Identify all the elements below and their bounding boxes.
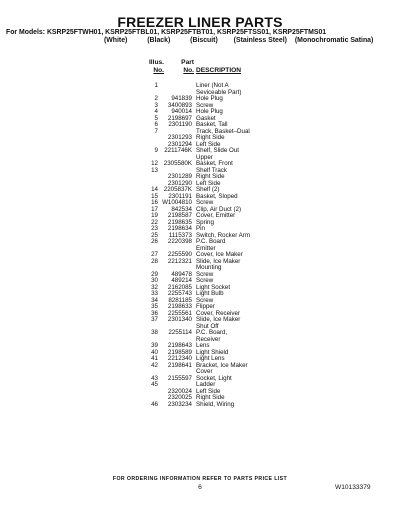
- row-illus-no: 26: [151, 238, 158, 245]
- header-part-label: Part: [181, 59, 194, 66]
- row-illus-no: 40: [151, 348, 158, 356]
- row-illus-no: 9: [154, 147, 158, 154]
- variant-biscuit: (Biscuit): [190, 37, 218, 44]
- models-line: For Models: KSRP25FTWH01, KSRP25FTBL01, KSRP25FTBT01, KSRP25FTSS01, KSRP25FTMS01: [6, 29, 327, 36]
- row-description: Bracket, Ice Maker: [196, 361, 248, 369]
- variant-satina: (Monochromatic Satina): [294, 37, 374, 44]
- row-part-no: 489214: [171, 277, 192, 284]
- row-part-no: 941839: [171, 95, 192, 102]
- row-description: Right Side: [196, 173, 225, 180]
- row-description: Light Bulb: [196, 290, 224, 297]
- row-description: Left Side: [196, 179, 221, 187]
- row-description: Left Side: [196, 140, 221, 148]
- row-part-no: 2211746K: [164, 147, 192, 154]
- row-part-no: 2301294: [167, 140, 192, 148]
- row-part-no: 2198643: [167, 342, 192, 349]
- parts-list: [0, 83, 400, 408]
- row-description: Cover, Ice Maker: [196, 251, 243, 258]
- row-illus-no: 16: [151, 199, 158, 206]
- row-part-no: 2198634: [167, 225, 192, 232]
- row-part-no: 2198589: [167, 348, 192, 356]
- header-illus-label: Illus.: [148, 59, 164, 66]
- page-title: FREEZER LINER PARTS: [117, 14, 283, 30]
- row-illus-no: 35: [151, 303, 158, 310]
- row-part-no: 2320025: [167, 394, 192, 401]
- row-illus-no: 6: [154, 121, 158, 128]
- row-illus-no: 37: [151, 316, 158, 323]
- row-description: Mounting: [196, 264, 222, 271]
- row-illus-no: 45: [151, 381, 158, 388]
- variant-white: (White): [104, 37, 128, 44]
- row-description: Screw: [196, 277, 214, 284]
- row-description: Screw: [196, 101, 214, 109]
- row-description: Basket, Sloped: [196, 192, 238, 200]
- row-description: Spring: [196, 218, 214, 226]
- row-description: Cover: [196, 368, 213, 375]
- row-part-no: W1004810: [162, 199, 192, 206]
- row-part-no: 2255114: [168, 329, 192, 336]
- row-part-no: 2301293: [167, 134, 192, 141]
- row-description: Screw: [196, 199, 214, 206]
- page-number: 6: [198, 484, 202, 491]
- row-part-no: 842534: [171, 205, 192, 213]
- row-description: Switch, Rocker Arm: [196, 231, 250, 239]
- row-illus-no: 4: [154, 108, 158, 115]
- row-illus-no: 22: [151, 218, 158, 226]
- row-illus-no: 13: [151, 166, 158, 174]
- row-illus-no: 17: [151, 205, 158, 213]
- row-illus-no: 28: [151, 257, 158, 265]
- row-illus-no: 36: [151, 309, 158, 317]
- model-variants: [104, 37, 373, 44]
- row-part-no: 2198633: [167, 303, 192, 310]
- row-part-no: 2155597: [167, 374, 192, 382]
- variant-stainless: (Stainless Steel): [233, 37, 287, 44]
- header-description: [196, 59, 241, 75]
- row-description: Basket, Front: [196, 160, 233, 167]
- row-illus-no: 38: [151, 329, 158, 336]
- row-illus-no: 23: [151, 225, 158, 232]
- row-description: Screw: [196, 270, 214, 278]
- row-description: Shield, Wiring: [196, 400, 235, 408]
- row-part-no: 2255743: [167, 290, 192, 297]
- row-illus-no: 2: [154, 95, 158, 102]
- row-description: Flipper: [196, 303, 215, 310]
- row-description: Light Socket: [196, 283, 231, 291]
- row-illus-no: 41: [151, 355, 158, 362]
- row-part-no: 2301340: [167, 316, 192, 323]
- row-illus-no: 3: [154, 101, 158, 109]
- row-part-no: 2305580K: [163, 160, 192, 167]
- header-description-label: DESCRIPTION: [196, 67, 242, 74]
- row-part-no: 2198697: [167, 114, 192, 122]
- row-part-no: 3400893: [167, 101, 192, 109]
- row-description: Cover, Receiver: [196, 309, 241, 317]
- row-illus-no: 46: [151, 400, 158, 408]
- row-illus-no: 34: [151, 296, 158, 304]
- header-illus-no-label: No.: [153, 67, 164, 74]
- row-description: Shut Off: [196, 322, 219, 330]
- row-description: Emitter: [196, 244, 216, 252]
- row-part-no: 2255590: [167, 251, 192, 258]
- row-part-no: 2255561: [167, 309, 192, 317]
- row-part-no: 2205837K: [163, 186, 192, 193]
- row-description: Light Shield: [196, 348, 229, 356]
- row-part-no: 2320024: [167, 387, 192, 395]
- row-description: Shelf, Slide Out: [196, 147, 239, 154]
- row-illus-no: 43: [151, 374, 158, 382]
- row-description: P.C. Board,: [196, 329, 228, 336]
- row-part-no: 2212321: [167, 257, 192, 265]
- variant-black: (Black): [147, 37, 171, 44]
- row-description: Screw: [196, 296, 214, 304]
- row-part-no: 489478: [171, 270, 192, 278]
- row-description: Hole Plug: [196, 108, 223, 115]
- row-part-no: 8281185: [168, 296, 192, 304]
- row-part-no: 940014: [171, 108, 192, 115]
- row-illus-no: 39: [151, 342, 158, 349]
- row-illus-no: 5: [154, 114, 158, 122]
- row-description: Pin: [196, 225, 205, 232]
- row-illus-no: 1: [154, 82, 158, 89]
- row-description: Ladder: [196, 381, 216, 388]
- row-description: Cover, Emitter: [196, 212, 236, 219]
- header-illus-no: [148, 59, 164, 75]
- row-part-no: 1115373: [168, 231, 192, 239]
- row-illus-no: 12: [151, 160, 158, 167]
- row-illus-no: 27: [151, 251, 158, 258]
- row-description: Shelf Track: [196, 166, 227, 174]
- row-part-no: 2220398: [167, 238, 192, 245]
- row-description: Gasket: [196, 114, 216, 122]
- row-description: Socket, Light: [196, 374, 232, 382]
- row-description: Clip, Air Duct (2): [196, 205, 242, 213]
- row-description: Basket, Tall: [196, 121, 228, 128]
- row-description: Liner (Not A: [196, 82, 229, 89]
- row-part-no: 2198587: [167, 212, 192, 219]
- row-description: Upper: [196, 153, 213, 161]
- row-description: Slide, Ice Maker: [196, 316, 241, 323]
- row-illus-no: 14: [151, 186, 158, 193]
- row-illus-no: 25: [151, 231, 158, 239]
- row-part-no: 2303234: [167, 400, 192, 408]
- row-description: Right Side: [196, 134, 225, 141]
- row-description: Slide, Ice Maker: [196, 257, 241, 265]
- row-part-no: 2301190: [168, 121, 192, 128]
- document-number: W10133379: [335, 484, 371, 491]
- header-part-no: [166, 59, 194, 75]
- row-illus-no: 15: [151, 192, 158, 200]
- footer-note: FOR ORDERING INFORMATION REFER TO PARTS PRICE LIST: [112, 476, 288, 482]
- row-description: Hole Plug: [196, 95, 223, 102]
- row-illus-no: 33: [151, 290, 158, 297]
- row-description: Left Side: [196, 387, 221, 395]
- row-description: P.C. Board: [196, 238, 226, 245]
- row-description: Shelf (2): [196, 186, 220, 193]
- row-part-no: 2198641: [167, 361, 192, 369]
- row-description: Right Side: [196, 394, 225, 401]
- row-description: Track, Basket–Dual: [196, 127, 250, 135]
- row-part-no: 2301191: [168, 192, 192, 200]
- row-description: Lens: [196, 342, 210, 349]
- row-illus-no: 7: [154, 127, 158, 135]
- row-illus-no: 19: [151, 212, 158, 219]
- row-part-no: 2301289: [167, 173, 192, 180]
- row-illus-no: 42: [151, 361, 158, 369]
- row-description: Seviceable Part): [196, 88, 242, 96]
- row-illus-no: 30: [151, 277, 158, 284]
- row-part-no: 2212340: [167, 355, 192, 362]
- header-part-no-label: No.: [183, 67, 194, 74]
- row-illus-no: 29: [151, 270, 158, 278]
- table-row: [0, 402, 400, 409]
- row-description: Receiver: [196, 335, 221, 343]
- row-part-no: 2198635: [167, 218, 192, 226]
- row-description: Light Lens: [196, 355, 225, 362]
- row-part-no: 2301290: [167, 179, 192, 187]
- row-illus-no: 32: [151, 283, 158, 291]
- row-part-no: 2162085: [167, 283, 192, 291]
